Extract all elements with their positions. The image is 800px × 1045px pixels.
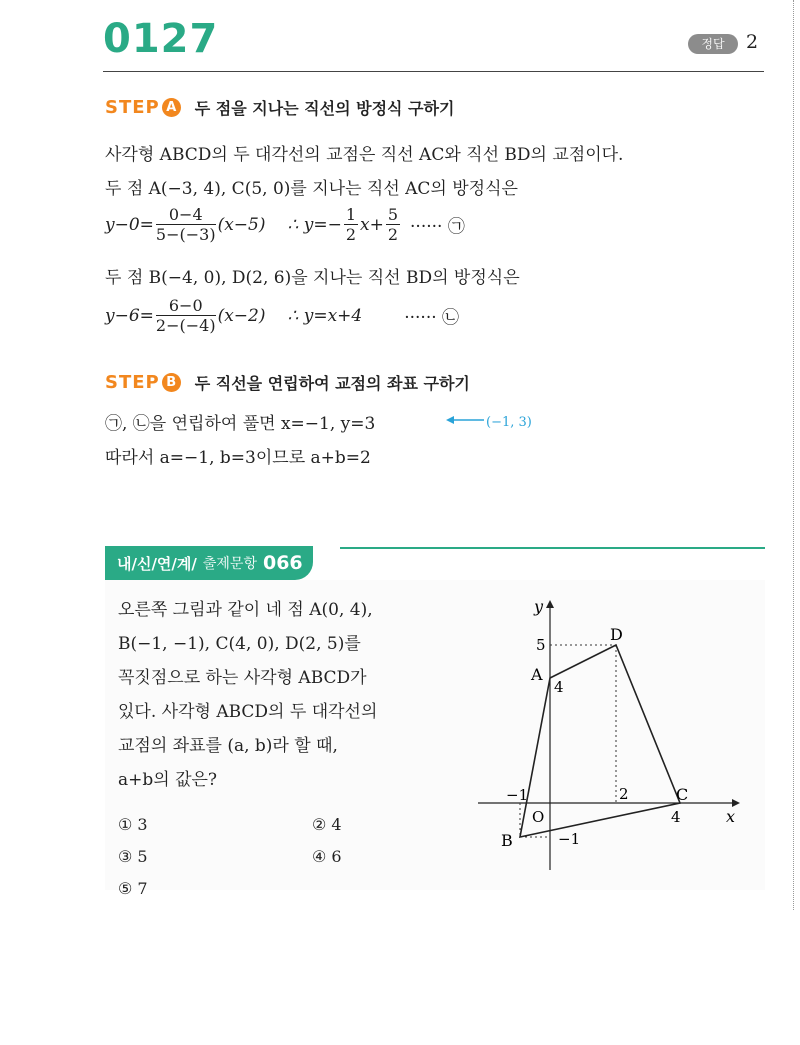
step-b-heading <box>105 369 470 395</box>
eq1-slope-num: 0−4 <box>156 205 216 225</box>
eq1-half-num: 1 <box>345 205 356 224</box>
related-divider <box>340 547 765 549</box>
solution-line-1: 사각형 ABCD의 두 대각선의 교점은 직선 AC와 직선 BD의 교점이다. <box>105 145 624 165</box>
choice-3[interactable]: ③ 5 <box>118 847 148 866</box>
tick-y-4: 4 <box>554 678 564 696</box>
choice-5[interactable]: ⑤ 7 <box>118 879 148 898</box>
related-tab-sub: 출제문항 <box>202 556 257 572</box>
vertex-d-label: D <box>610 625 623 644</box>
vertex-a-label: A <box>531 665 543 684</box>
eq1-const-fraction <box>386 205 400 244</box>
tick-x-4: 4 <box>671 808 681 826</box>
eq2-rhs: (x−2) <box>217 305 266 326</box>
eq2-tag: ······ ㉡ <box>404 308 460 328</box>
eq1-rhs: (x−5) <box>217 214 266 235</box>
step-a-word: STEP <box>105 96 160 118</box>
page-edge-dots <box>793 0 794 910</box>
choice-1[interactable]: ① 3 <box>118 815 148 834</box>
step-a-badge: A <box>162 98 181 117</box>
question-line-2: B(−1, −1), C(4, 0), D(2, 5)를 <box>118 634 361 654</box>
choice-2[interactable]: ② 4 <box>312 815 342 834</box>
eq1-therefore: ∴ y=− <box>287 214 342 235</box>
equation-ac <box>105 205 465 244</box>
eq1-half-den: 2 <box>345 225 356 244</box>
equation-bd <box>105 296 459 335</box>
eq1-const-den: 2 <box>387 225 399 244</box>
solution-b-line-1: ㉠, ㉡을 연립하여 풀면 x=−1, y=3 <box>105 414 376 434</box>
step-a-heading <box>105 94 454 120</box>
question-line-5: 교점의 좌표를 (a, b)라 할 때, <box>118 736 338 756</box>
header-divider <box>103 71 764 72</box>
eq1-mid: x+ <box>360 214 384 235</box>
solution-line-2: 두 점 A(−3, 4), C(5, 0)를 지나는 직선 AC의 방정식은 <box>105 179 518 199</box>
question-line-4: 있다. 사각형 ABCD의 두 대각선의 <box>118 702 378 722</box>
solution-b-line-2: 따라서 a=−1, b=3이므로 a+b=2 <box>105 448 371 468</box>
intersection-note: (−1, 3) <box>486 415 532 430</box>
solution-line-3: 두 점 B(−4, 0), D(2, 6)을 지나는 직선 BD의 방정식은 <box>105 268 520 288</box>
x-axis-arrow <box>732 799 740 807</box>
step-b-title: 두 직선을 연립하여 교점의 좌표 구하기 <box>194 373 470 393</box>
eq2-slope-den: 2−(−4) <box>155 316 216 335</box>
eq1-tag: ······ ㉠ <box>410 217 465 237</box>
eq2-slope-fraction <box>156 296 216 335</box>
answer-badge: 정답 <box>688 34 738 54</box>
question-line-6: a+b의 값은? <box>118 770 218 790</box>
problem-number: 0127 <box>103 16 219 62</box>
eq1-slope-fraction <box>156 205 216 244</box>
tick-y-minus-1: −1 <box>558 830 581 848</box>
eq1-slope-den: 5−(−3) <box>155 225 216 244</box>
step-b-badge: B <box>162 373 181 392</box>
eq1-const-num: 5 <box>387 205 399 224</box>
vertex-c-label: C <box>676 785 689 804</box>
related-tab-number: 066 <box>262 552 303 574</box>
question-line-3: 꼭짓점으로 하는 사각형 ABCD가 <box>118 668 367 688</box>
vertex-b-label: B <box>501 831 513 850</box>
y-axis-label: y <box>534 597 544 616</box>
y-axis-arrow <box>546 600 554 608</box>
eq2-slope-num: 6−0 <box>156 296 216 316</box>
tick-x-2: 2 <box>619 785 629 803</box>
step-b-word: STEP <box>105 371 160 393</box>
eq1-lhs: y−0= <box>105 214 154 235</box>
eq1-half-fraction <box>344 205 358 244</box>
tick-x-minus-1: −1 <box>506 786 529 804</box>
eq2-therefore: ∴ y=x+4 <box>287 305 363 326</box>
choice-4[interactable]: ④ 6 <box>312 847 342 866</box>
question-line-1: 오른쪽 그림과 같이 네 점 A(0, 4), <box>118 600 373 620</box>
related-problem-tab <box>105 546 313 580</box>
answer-value: 2 <box>746 31 759 53</box>
step-a-title: 두 점을 지나는 직선의 방정식 구하기 <box>194 98 455 118</box>
x-axis-label: x <box>726 807 736 826</box>
origin-label: O <box>532 808 545 826</box>
eq2-lhs: y−6= <box>105 305 154 326</box>
related-tab-title: 내/신/연/계/ <box>117 554 197 573</box>
tick-y-5: 5 <box>536 636 546 654</box>
arrow-left-icon <box>446 414 484 426</box>
quadrilateral-figure <box>470 592 770 882</box>
